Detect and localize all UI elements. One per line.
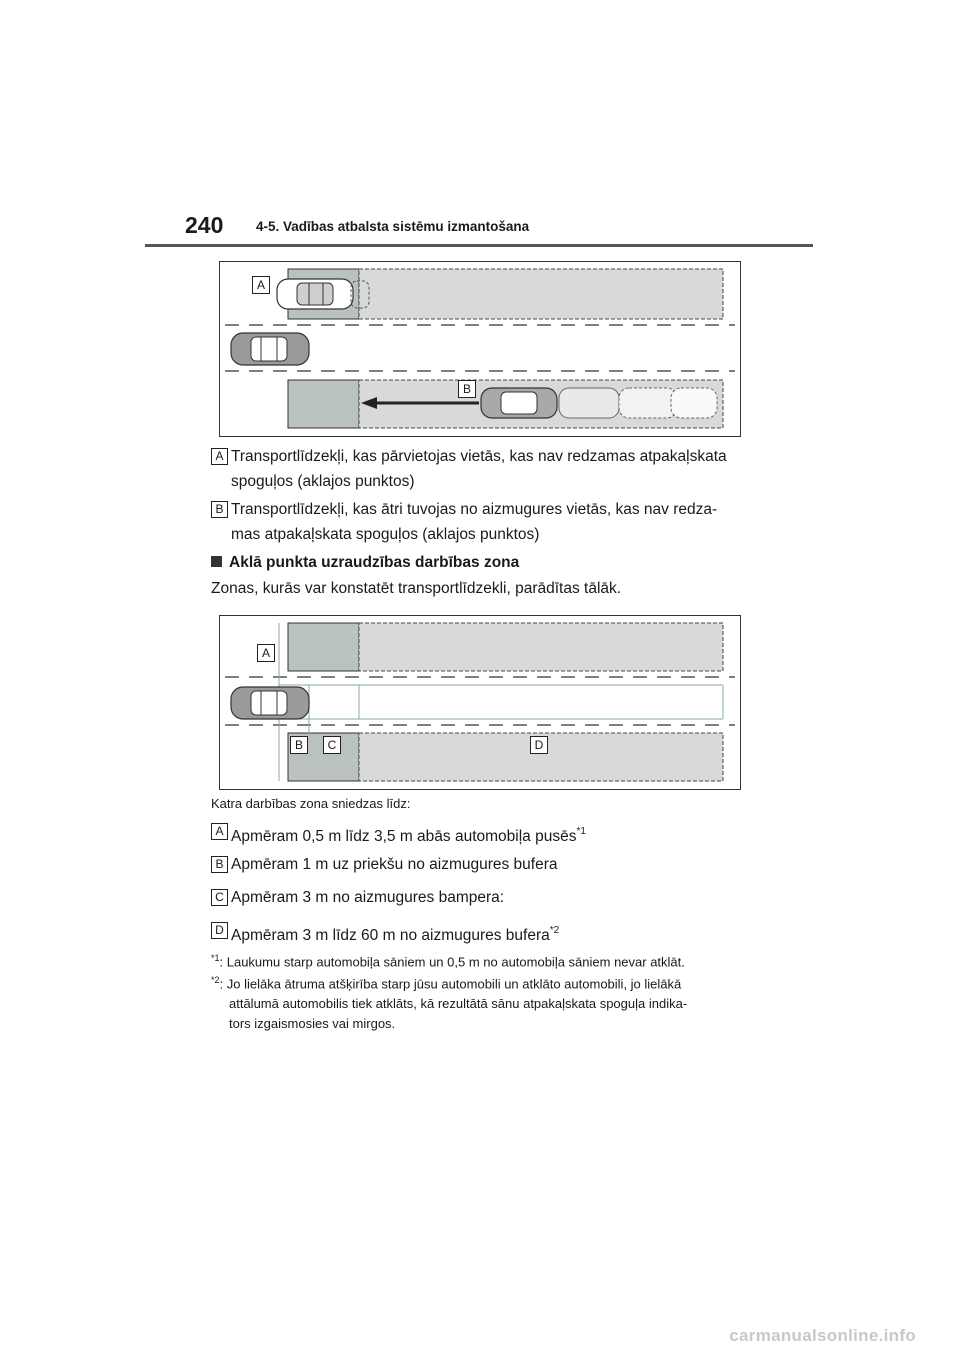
zone-dark-bottom: [288, 380, 359, 428]
header-divider: [145, 244, 813, 247]
own-car: [231, 333, 309, 365]
badge-a: A: [211, 448, 228, 465]
list-item-a: A Transportlīdzekļi, kas pārvietojas vietās, kas nav redzamas atpakaļskata spoguļos (aklajos punktos): [211, 444, 751, 494]
zone2-dark-top: [288, 623, 359, 671]
square-bullet-icon: [211, 556, 222, 567]
car-b: [481, 388, 557, 418]
section-title: 4-5. Vadības atbalsta sistēmu izmantošana: [256, 219, 530, 234]
badge-b: B: [211, 501, 228, 518]
figure-blind-spot-vehicles: [219, 261, 741, 437]
figure2-caption: Katra darbības zona sniedzas līdz:: [211, 796, 411, 811]
page-number: 240: [185, 212, 224, 238]
zone2-light-top: [359, 623, 723, 671]
figure1-label-b: B: [458, 380, 476, 398]
footnote-2: $^{*2}$: Jo lielāka ātruma atšķirība starp jūsu automobili un atklāto automobili, jo lielākā attālumā automobilis tiek atklāts, kā rezultātā sānu atpakaļskata spoguļa indika- tors izgaismosies vai mirgos.: [211, 975, 688, 1032]
figure-detection-zones: [219, 615, 741, 790]
car-b-ghosts: [559, 388, 717, 418]
own-car-2: [231, 687, 309, 719]
zone-item-a: A Apmēram 0,5 m līdz 3,5 m abās automobiļa pusēs$^{*1}$: [211, 819, 751, 849]
figure2-label-c: C: [323, 736, 341, 754]
zone-light-top: [359, 269, 723, 319]
zone-item-d: D Apmēram 3 m līdz 60 m no aizmugures bufera$^{*2}$: [211, 918, 751, 948]
footnote-1: $^{*1}$: Laukumu starp automobiļa sāniem un 0,5 m no automobiļa sāniem nevar atklāt.: [211, 953, 685, 970]
list-item-b: B Transportlīdzekļi, kas ātri tuvojas no aizmugures vietās, kas nav redza- mas atpakaļskata spoguļos (aklajos punktos): [211, 497, 751, 547]
section-heading: Aklā punkta uzraudzības darbības zona: [211, 554, 519, 572]
figure1-label-a: A: [252, 276, 270, 294]
figure2-label-a: A: [257, 644, 275, 662]
zone-item-b: B Apmēram 1 m uz priekšu no aizmugures bufera: [211, 852, 751, 877]
figure2-label-d: D: [530, 736, 548, 754]
intro-paragraph: Zonas, kurās var konstatēt transportlīdzekli, parādītas tālāk.: [211, 580, 622, 597]
watermark: carmanualsonline.info: [729, 1326, 916, 1345]
zone-item-c: C Apmēram 3 m no aizmugures bampera:: [211, 885, 751, 910]
figure2-label-b: B: [290, 736, 308, 754]
car-a: [277, 279, 353, 309]
